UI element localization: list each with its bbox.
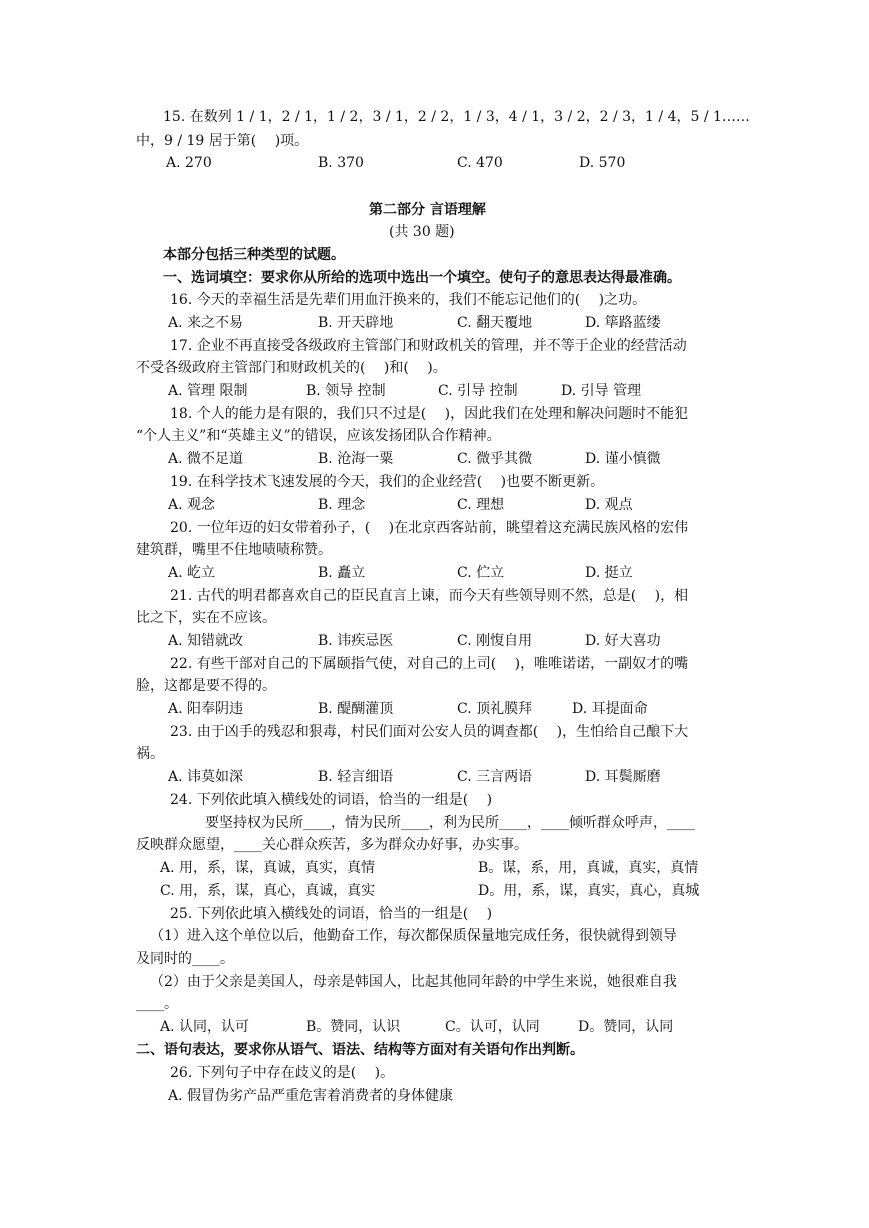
q24-passage-line1: 要坚持权为民所____，情为民所____，利为民所____，____倾听群众呼声，____	[205, 815, 695, 831]
q19-option-d: D. 观点	[585, 497, 633, 513]
q24-option-d: D。用，系，谋，真实，真心，真城	[478, 883, 700, 899]
q23-line2: 祸。	[136, 746, 164, 762]
q23-option-d: D. 耳鬓厮磨	[585, 769, 661, 785]
q21-option-b: B. 讳疾忌医	[318, 633, 394, 649]
q21-line1: 21. 古代的明君都喜欢自己的臣民直言上谏，而今天有些领导则不然，总是( )，相	[170, 588, 689, 604]
q18-line2: “个人主义”和“英雄主义”的错误，应该发扬团队合作精神。	[136, 428, 501, 444]
q15-option-d: D. 570	[579, 155, 626, 171]
q20-line2: 建筑群，嘴里不住地啧啧称赞。	[136, 542, 332, 558]
part2-count: (共 30 题)	[389, 224, 455, 240]
q22-option-c: C. 顶礼膜拜	[457, 701, 533, 717]
q24-stem: 24. 下列依此填入横线处的词语，恰当的一组是( )	[170, 792, 493, 808]
q25-option-c: C。认可，认同	[445, 1019, 540, 1035]
q16-option-b: B. 开天辟地	[318, 315, 394, 331]
q18-option-b: B. 沧海一粟	[318, 451, 394, 467]
q22-option-a: A. 阳奉阴违	[168, 701, 244, 717]
part2-title: 第二部分 言语理解	[369, 202, 486, 218]
q22-line1: 22. 有些干部对自己的下属颐指气使，对自己的上司( )，唯唯诺诺，一副奴才的嘴	[170, 656, 689, 672]
q16-stem: 16. 今天的幸福生活是先辈们用血汗换来的，我们不能忘记他们的( )之功。	[170, 292, 647, 308]
q16-option-c: C. 翻天覆地	[457, 315, 533, 331]
section2-instruction: 二、语句表达，要求你从语气、语法、结构等方面对有关语句作出判断。	[136, 1042, 584, 1058]
q17-line2: 不受各级政府主管部门和财政机关的( )和( )。	[136, 360, 447, 376]
q20-option-b: B. 矗立	[318, 565, 366, 581]
q23-option-a: A. 讳莫如深	[168, 769, 244, 785]
q15-line2: 中，9 / 19 居于第( )项。	[136, 133, 309, 149]
q17-option-b: B. 领导 控制	[306, 383, 386, 399]
q17-line1: 17. 企业不再直接受各级政府主管部门和财政机关的管理，并不等于企业的经营活动	[170, 338, 687, 354]
q25-sentence1-line2: 及同时的____。	[136, 951, 234, 967]
q25-option-d: D。赞同，认同	[578, 1019, 674, 1035]
q18-option-d: D. 谨小慎微	[585, 451, 661, 467]
q19-option-a: A. 观念	[168, 497, 216, 513]
q23-line1: 23. 由于凶手的残忍和狠毒，村民们面对公安人员的调查都( )，生怕给自己酿下大	[170, 724, 689, 740]
q24-option-c: C. 用，系，谋，真心，真诚，真实	[160, 883, 376, 899]
q16-option-d: D. 筚路蓝缕	[585, 315, 661, 331]
q18-option-a: A. 微不足道	[168, 451, 244, 467]
q16-option-a: A. 来之不易	[168, 315, 244, 331]
q15-option-c: C. 470	[457, 155, 503, 171]
q20-line1: 20. 一位年迈的妇女带着孙子，( )在北京西客站前，眺望着这充满民族风格的宏伟	[170, 520, 689, 536]
q17-option-d: D. 引导 管理	[561, 383, 642, 399]
q25-option-b: B。赞同，认识	[306, 1019, 401, 1035]
q22-line2: 脸，这都是要不得的。	[136, 678, 276, 694]
q17-option-a: A. 管理 限制	[168, 383, 248, 399]
q25-stem: 25. 下列依此填入横线处的词语，恰当的一组是( )	[170, 906, 493, 922]
q18-option-c: C. 微乎其微	[457, 451, 533, 467]
q26-stem: 26. 下列句子中存在歧义的是( )。	[170, 1065, 395, 1081]
q25-sentence1-line1: （1）进入这个单位以后，他勤奋工作，每次都保质保量地完成任务，很快就得到领导	[150, 928, 677, 944]
q22-option-d: D. 耳提面命	[572, 701, 648, 717]
q19-stem: 19. 在科学技术飞速发展的今天，我们的企业经营( )也要不断更新。	[170, 474, 605, 490]
q23-option-b: B. 轻言细语	[318, 769, 394, 785]
q19-option-c: C. 理想	[457, 497, 505, 513]
q15-line1: 15. 在数列 1 / 1，2 / 1，1 / 2，3 / 1，2 / 2，1 / 3，4 / 1，3 / 2，2 / 3，1 / 4，5 / 1……	[163, 109, 750, 125]
q21-option-a: A. 知错就改	[168, 633, 244, 649]
section1-instruction: 一、选词填空：要求你从所给的选项中选出一个填空。使句子的意思表达得最准确。	[163, 270, 681, 286]
q23-option-c: C. 三言两语	[457, 769, 533, 785]
q15-option-a: A. 270	[166, 155, 212, 171]
q25-sentence2-line2: ____。	[136, 996, 178, 1012]
q21-option-d: D. 好大喜功	[585, 633, 661, 649]
q24-option-a: A. 用，系，谋，真诚，真实，真情	[160, 860, 376, 876]
q17-option-c: C. 引导 控制	[438, 383, 518, 399]
q19-option-b: B. 理念	[318, 497, 366, 513]
q15-option-b: B. 370	[318, 155, 364, 171]
q26-option-a: A. 假冒伪劣产品严重危害着消费者的身体健康	[168, 1088, 454, 1104]
q24-passage-line2: 反映群众愿望，____关心群众疾苦，多为群众办好事，办实事。	[136, 837, 528, 853]
q21-option-c: C. 刚愎自用	[457, 633, 533, 649]
q21-line2: 比之下，实在不应该。	[136, 610, 276, 626]
q25-sentence2-line1: （2）由于父亲是美国人，母亲是韩国人，比起其他同年龄的中学生来说，她很难自我	[150, 974, 677, 990]
q25-option-a: A. 认同，认可	[160, 1019, 250, 1035]
q18-line1: 18. 个人的能力是有限的，我们只不过是( )，因此我们在处理和解决问题时不能犯	[170, 406, 689, 422]
q22-option-b: B. 醍醐灌顶	[318, 701, 394, 717]
part2-intro: 本部分包括三种类型的试题。	[163, 247, 345, 263]
q24-option-b: B。谋，系，用，真诚，真实，真情	[478, 860, 699, 876]
q20-option-d: D. 挺立	[585, 565, 633, 581]
q20-option-c: C. 伫立	[457, 565, 505, 581]
q20-option-a: A. 屹立	[168, 565, 216, 581]
